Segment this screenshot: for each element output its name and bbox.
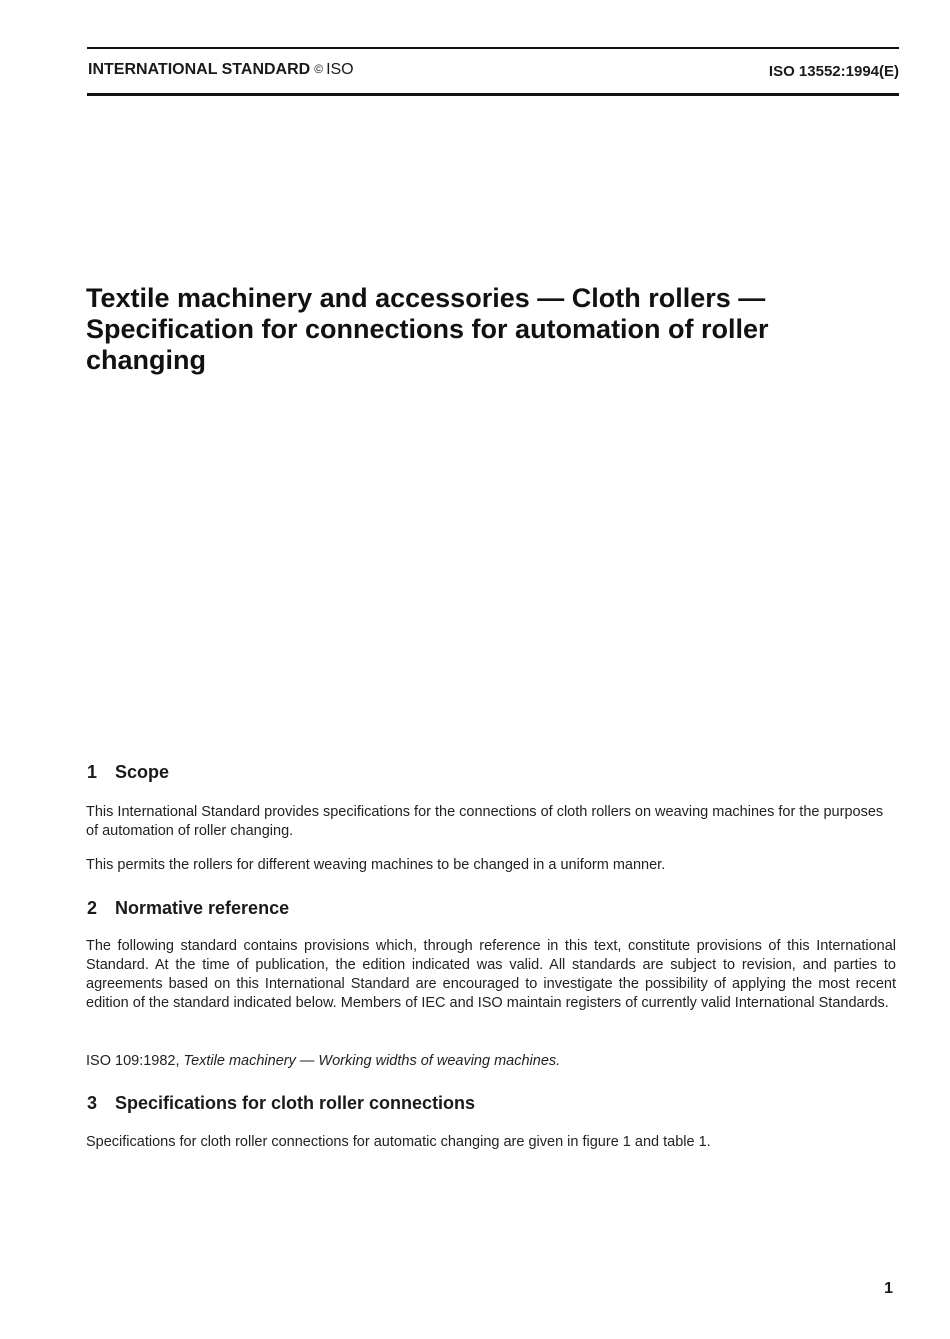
normative-reference-entry [86,1052,896,1071]
section-3-paragraph-1: Specifications for cloth roller connections for automatic changing are given in figure 1 and table 1. [86,1134,711,1150]
section-2-paragraph-1: The following standard contains provisions which, through reference in this text, constitute provisions of this International Standard. At the time of publication, the edition indicated was valid. All standards are subject to revision, and parties to agreements based on this International Standard are encouraged to investigate the possibility of applying the most recent edition of the standard indicated below. Members of IEC and ISO maintain registers of currently valid International Standards. [86,938,896,1011]
reference-code: ISO 109:1982, [86,1053,180,1069]
title-line-1: Textile machinery and accessories — Cloth rollers — [86,283,766,313]
organization-label: ISO [326,61,354,78]
section-1-number: 1 [87,762,98,782]
section-2-number: 2 [87,898,98,918]
header-top-rule [87,47,899,49]
section-1-paragraph-2: This permits the rollers for different weaving machines to be changed in a uniform manner. [86,857,666,873]
section-3-title: Specifications for cloth roller connections [115,1093,476,1113]
document-title [86,283,886,376]
page-number: 1 [884,1280,893,1297]
section-1-paragraph-1: This International Standard provides specifications for the connections of cloth rollers on weaving machines for the purposes of automation of roller changing. [86,804,884,839]
title-line-3: changing [86,345,206,375]
section-2-title: Normative reference [115,898,290,918]
document-number: ISO 13552:1994(E) [768,63,899,80]
section-3-number: 3 [87,1093,98,1113]
section-3-heading [87,1093,475,1114]
section-2-heading [87,898,289,919]
copyright-symbol: © [314,62,324,76]
doc-type-label: INTERNATIONAL STANDARD [88,61,311,78]
title-line-2: Specification for connections for automation of roller [86,314,769,344]
section-1-title: Scope [115,762,170,782]
header-document-type [88,61,354,79]
section-1-heading [87,762,169,783]
header-bottom-rule [87,93,899,96]
reference-title: Textile machinery — Working widths of weaving machines. [183,1053,561,1069]
